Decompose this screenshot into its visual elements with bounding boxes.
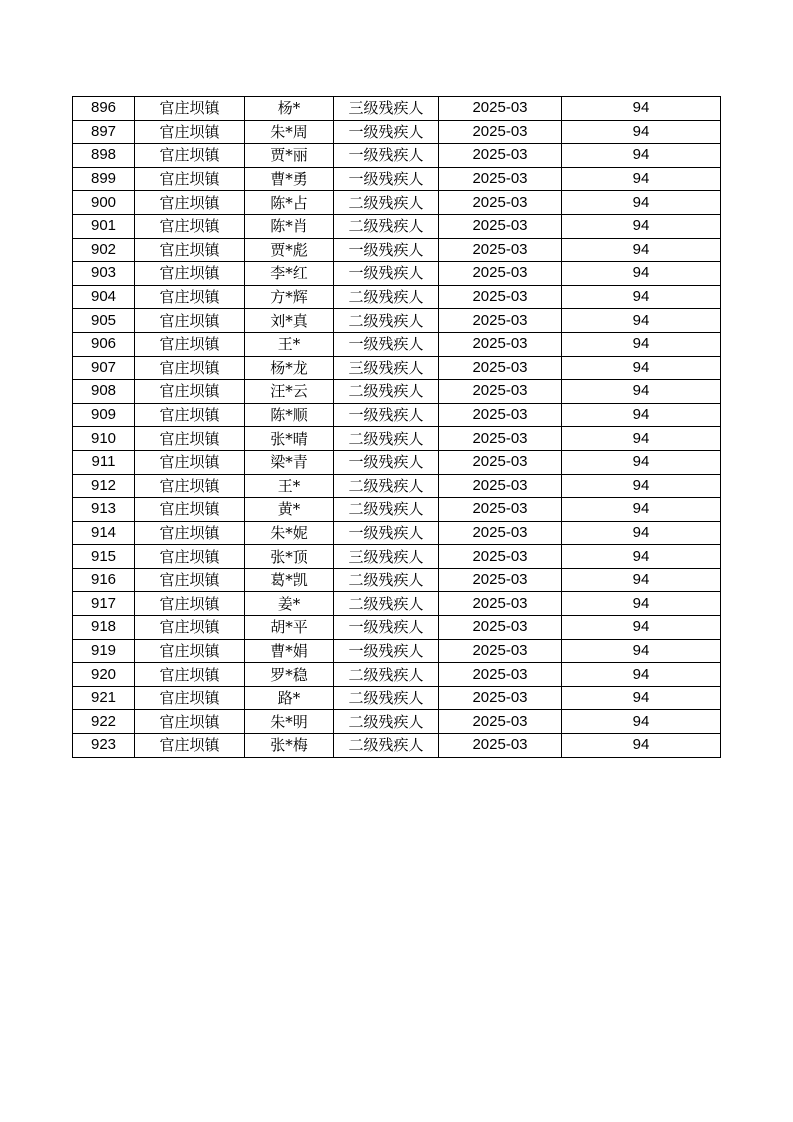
table-row xyxy=(73,309,721,333)
amount-cell: 94 xyxy=(562,167,721,191)
amount-cell: 94 xyxy=(562,710,721,734)
person-name-cell: 贾*彪 xyxy=(245,238,334,262)
disability-level-cell: 三级残疾人 xyxy=(334,545,439,569)
person-name-cell: 陈*占 xyxy=(245,191,334,215)
amount-cell: 94 xyxy=(562,97,721,121)
month-cell: 2025-03 xyxy=(439,734,562,758)
serial-number-cell: 921 xyxy=(73,686,135,710)
serial-number-cell: 902 xyxy=(73,238,135,262)
month-cell: 2025-03 xyxy=(439,498,562,522)
table-row xyxy=(73,663,721,687)
serial-number-cell: 907 xyxy=(73,356,135,380)
town-cell: 官庄坝镇 xyxy=(135,616,245,640)
month-cell: 2025-03 xyxy=(439,592,562,616)
town-cell: 官庄坝镇 xyxy=(135,639,245,663)
month-cell: 2025-03 xyxy=(439,332,562,356)
disability-level-cell: 一级残疾人 xyxy=(334,403,439,427)
disability-level-cell: 二级残疾人 xyxy=(334,734,439,758)
serial-number-cell: 906 xyxy=(73,332,135,356)
town-cell: 官庄坝镇 xyxy=(135,545,245,569)
disability-level-cell: 一级残疾人 xyxy=(334,144,439,168)
town-cell: 官庄坝镇 xyxy=(135,97,245,121)
serial-number-cell: 919 xyxy=(73,639,135,663)
serial-number-cell: 903 xyxy=(73,262,135,286)
table-row xyxy=(73,545,721,569)
amount-cell: 94 xyxy=(562,214,721,238)
month-cell: 2025-03 xyxy=(439,616,562,640)
serial-number-cell: 916 xyxy=(73,568,135,592)
disability-level-cell: 一级残疾人 xyxy=(334,450,439,474)
amount-cell: 94 xyxy=(562,285,721,309)
month-cell: 2025-03 xyxy=(439,710,562,734)
person-name-cell: 路* xyxy=(245,686,334,710)
town-cell: 官庄坝镇 xyxy=(135,191,245,215)
serial-number-cell: 900 xyxy=(73,191,135,215)
disability-level-cell: 一级残疾人 xyxy=(334,616,439,640)
month-cell: 2025-03 xyxy=(439,521,562,545)
table-row xyxy=(73,214,721,238)
amount-cell: 94 xyxy=(562,403,721,427)
town-cell: 官庄坝镇 xyxy=(135,521,245,545)
person-name-cell: 汪*云 xyxy=(245,380,334,404)
table-body xyxy=(73,97,721,758)
person-name-cell: 李*红 xyxy=(245,262,334,286)
amount-cell: 94 xyxy=(562,238,721,262)
person-name-cell: 陈*顺 xyxy=(245,403,334,427)
amount-cell: 94 xyxy=(562,262,721,286)
month-cell: 2025-03 xyxy=(439,427,562,451)
disability-level-cell: 一级残疾人 xyxy=(334,332,439,356)
table-row xyxy=(73,167,721,191)
person-name-cell: 朱*明 xyxy=(245,710,334,734)
table-row xyxy=(73,144,721,168)
person-name-cell: 朱*妮 xyxy=(245,521,334,545)
table-row xyxy=(73,120,721,144)
person-name-cell: 曹*勇 xyxy=(245,167,334,191)
table-row xyxy=(73,474,721,498)
amount-cell: 94 xyxy=(562,427,721,451)
month-cell: 2025-03 xyxy=(439,403,562,427)
table-row xyxy=(73,521,721,545)
person-name-cell: 胡*平 xyxy=(245,616,334,640)
month-cell: 2025-03 xyxy=(439,144,562,168)
town-cell: 官庄坝镇 xyxy=(135,356,245,380)
person-name-cell: 葛*凯 xyxy=(245,568,334,592)
serial-number-cell: 901 xyxy=(73,214,135,238)
person-name-cell: 曹*娟 xyxy=(245,639,334,663)
amount-cell: 94 xyxy=(562,663,721,687)
amount-cell: 94 xyxy=(562,545,721,569)
disability-level-cell: 二级残疾人 xyxy=(334,498,439,522)
table-row xyxy=(73,734,721,758)
month-cell: 2025-03 xyxy=(439,474,562,498)
disability-level-cell: 二级残疾人 xyxy=(334,663,439,687)
amount-cell: 94 xyxy=(562,592,721,616)
month-cell: 2025-03 xyxy=(439,450,562,474)
month-cell: 2025-03 xyxy=(439,639,562,663)
serial-number-cell: 898 xyxy=(73,144,135,168)
amount-cell: 94 xyxy=(562,191,721,215)
person-name-cell: 梁*青 xyxy=(245,450,334,474)
month-cell: 2025-03 xyxy=(439,167,562,191)
person-name-cell: 贾*丽 xyxy=(245,144,334,168)
amount-cell: 94 xyxy=(562,356,721,380)
disability-level-cell: 三级残疾人 xyxy=(334,356,439,380)
amount-cell: 94 xyxy=(562,309,721,333)
person-name-cell: 罗*稳 xyxy=(245,663,334,687)
serial-number-cell: 918 xyxy=(73,616,135,640)
person-name-cell: 黄* xyxy=(245,498,334,522)
town-cell: 官庄坝镇 xyxy=(135,403,245,427)
town-cell: 官庄坝镇 xyxy=(135,120,245,144)
person-name-cell: 张*晴 xyxy=(245,427,334,451)
disability-level-cell: 一级残疾人 xyxy=(334,639,439,663)
person-name-cell: 朱*周 xyxy=(245,120,334,144)
disability-level-cell: 二级残疾人 xyxy=(334,191,439,215)
person-name-cell: 陈*肖 xyxy=(245,214,334,238)
amount-cell: 94 xyxy=(562,474,721,498)
table-row xyxy=(73,191,721,215)
month-cell: 2025-03 xyxy=(439,545,562,569)
person-name-cell: 张*顶 xyxy=(245,545,334,569)
month-cell: 2025-03 xyxy=(439,97,562,121)
serial-number-cell: 910 xyxy=(73,427,135,451)
month-cell: 2025-03 xyxy=(439,262,562,286)
subsidy-table xyxy=(72,96,721,758)
table-row xyxy=(73,710,721,734)
disability-level-cell: 二级残疾人 xyxy=(334,380,439,404)
amount-cell: 94 xyxy=(562,450,721,474)
amount-cell: 94 xyxy=(562,498,721,522)
person-name-cell: 王* xyxy=(245,474,334,498)
amount-cell: 94 xyxy=(562,639,721,663)
table-row xyxy=(73,285,721,309)
serial-number-cell: 908 xyxy=(73,380,135,404)
table-row xyxy=(73,262,721,286)
disability-level-cell: 一级残疾人 xyxy=(334,167,439,191)
disability-level-cell: 二级残疾人 xyxy=(334,686,439,710)
serial-number-cell: 917 xyxy=(73,592,135,616)
table-row xyxy=(73,332,721,356)
month-cell: 2025-03 xyxy=(439,309,562,333)
amount-cell: 94 xyxy=(562,144,721,168)
amount-cell: 94 xyxy=(562,686,721,710)
month-cell: 2025-03 xyxy=(439,663,562,687)
serial-number-cell: 909 xyxy=(73,403,135,427)
town-cell: 官庄坝镇 xyxy=(135,238,245,262)
disability-level-cell: 一级残疾人 xyxy=(334,120,439,144)
serial-number-cell: 923 xyxy=(73,734,135,758)
town-cell: 官庄坝镇 xyxy=(135,262,245,286)
amount-cell: 94 xyxy=(562,568,721,592)
table-row xyxy=(73,616,721,640)
disability-level-cell: 二级残疾人 xyxy=(334,710,439,734)
serial-number-cell: 912 xyxy=(73,474,135,498)
town-cell: 官庄坝镇 xyxy=(135,710,245,734)
amount-cell: 94 xyxy=(562,120,721,144)
town-cell: 官庄坝镇 xyxy=(135,663,245,687)
month-cell: 2025-03 xyxy=(439,238,562,262)
person-name-cell: 杨*龙 xyxy=(245,356,334,380)
person-name-cell: 刘*真 xyxy=(245,309,334,333)
town-cell: 官庄坝镇 xyxy=(135,214,245,238)
table-row xyxy=(73,380,721,404)
table-row xyxy=(73,427,721,451)
town-cell: 官庄坝镇 xyxy=(135,592,245,616)
disability-level-cell: 二级残疾人 xyxy=(334,285,439,309)
serial-number-cell: 913 xyxy=(73,498,135,522)
town-cell: 官庄坝镇 xyxy=(135,309,245,333)
disability-level-cell: 一级残疾人 xyxy=(334,521,439,545)
disability-level-cell: 二级残疾人 xyxy=(334,592,439,616)
disability-level-cell: 一级残疾人 xyxy=(334,238,439,262)
disability-level-cell: 三级残疾人 xyxy=(334,97,439,121)
month-cell: 2025-03 xyxy=(439,568,562,592)
town-cell: 官庄坝镇 xyxy=(135,167,245,191)
table-row xyxy=(73,97,721,121)
serial-number-cell: 904 xyxy=(73,285,135,309)
disability-level-cell: 二级残疾人 xyxy=(334,474,439,498)
disability-level-cell: 二级残疾人 xyxy=(334,309,439,333)
town-cell: 官庄坝镇 xyxy=(135,450,245,474)
town-cell: 官庄坝镇 xyxy=(135,332,245,356)
person-name-cell: 方*辉 xyxy=(245,285,334,309)
person-name-cell: 张*梅 xyxy=(245,734,334,758)
disability-level-cell: 二级残疾人 xyxy=(334,214,439,238)
person-name-cell: 姜* xyxy=(245,592,334,616)
month-cell: 2025-03 xyxy=(439,380,562,404)
table-row xyxy=(73,238,721,262)
month-cell: 2025-03 xyxy=(439,356,562,380)
town-cell: 官庄坝镇 xyxy=(135,498,245,522)
town-cell: 官庄坝镇 xyxy=(135,734,245,758)
serial-number-cell: 911 xyxy=(73,450,135,474)
table-row xyxy=(73,592,721,616)
amount-cell: 94 xyxy=(562,521,721,545)
town-cell: 官庄坝镇 xyxy=(135,686,245,710)
month-cell: 2025-03 xyxy=(439,686,562,710)
table-row xyxy=(73,356,721,380)
month-cell: 2025-03 xyxy=(439,214,562,238)
town-cell: 官庄坝镇 xyxy=(135,285,245,309)
disability-level-cell: 二级残疾人 xyxy=(334,568,439,592)
town-cell: 官庄坝镇 xyxy=(135,474,245,498)
amount-cell: 94 xyxy=(562,616,721,640)
serial-number-cell: 896 xyxy=(73,97,135,121)
serial-number-cell: 899 xyxy=(73,167,135,191)
disability-level-cell: 二级残疾人 xyxy=(334,427,439,451)
person-name-cell: 王* xyxy=(245,332,334,356)
serial-number-cell: 897 xyxy=(73,120,135,144)
table-row xyxy=(73,639,721,663)
person-name-cell: 杨* xyxy=(245,97,334,121)
month-cell: 2025-03 xyxy=(439,120,562,144)
town-cell: 官庄坝镇 xyxy=(135,144,245,168)
serial-number-cell: 920 xyxy=(73,663,135,687)
table-row xyxy=(73,686,721,710)
town-cell: 官庄坝镇 xyxy=(135,427,245,451)
town-cell: 官庄坝镇 xyxy=(135,568,245,592)
disability-level-cell: 一级残疾人 xyxy=(334,262,439,286)
amount-cell: 94 xyxy=(562,332,721,356)
table-row xyxy=(73,568,721,592)
serial-number-cell: 914 xyxy=(73,521,135,545)
amount-cell: 94 xyxy=(562,734,721,758)
month-cell: 2025-03 xyxy=(439,285,562,309)
month-cell: 2025-03 xyxy=(439,191,562,215)
table-row xyxy=(73,498,721,522)
serial-number-cell: 922 xyxy=(73,710,135,734)
amount-cell: 94 xyxy=(562,380,721,404)
table-row xyxy=(73,450,721,474)
table-row xyxy=(73,403,721,427)
town-cell: 官庄坝镇 xyxy=(135,380,245,404)
serial-number-cell: 915 xyxy=(73,545,135,569)
serial-number-cell: 905 xyxy=(73,309,135,333)
